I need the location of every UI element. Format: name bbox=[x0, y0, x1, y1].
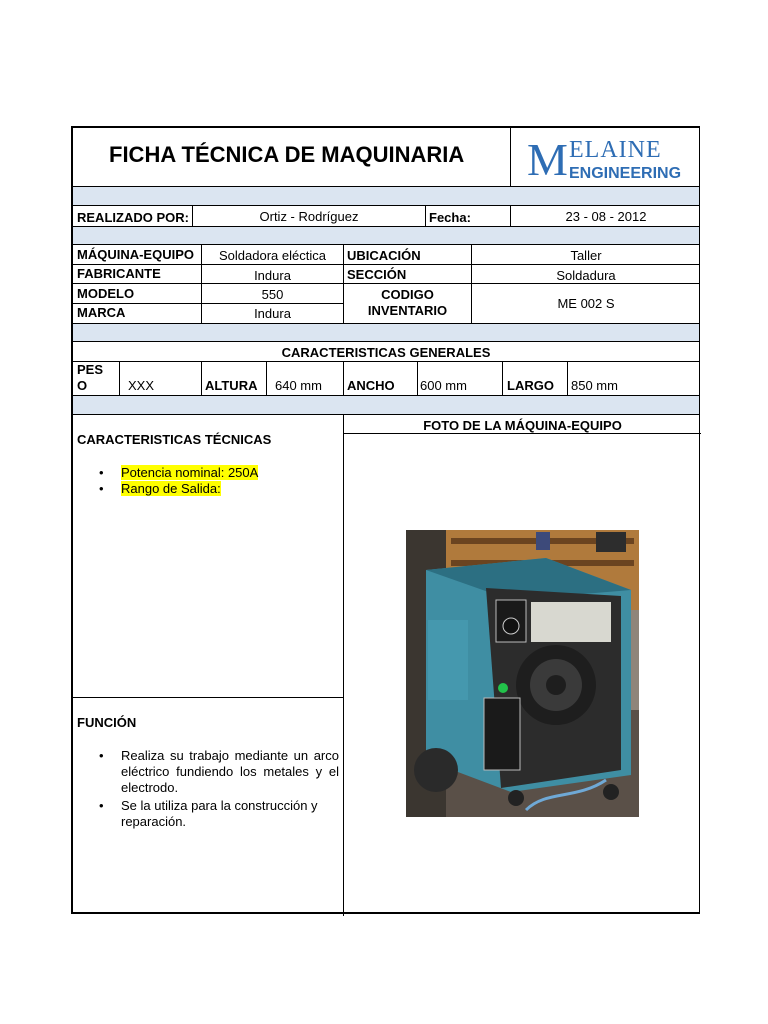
divider bbox=[343, 361, 344, 395]
page-title: FICHA TÉCNICA DE MAQUINARIA bbox=[109, 142, 465, 167]
divider bbox=[73, 303, 201, 304]
company-logo bbox=[525, 133, 693, 183]
largo-value: 850 mm bbox=[571, 378, 618, 393]
list-item bbox=[73, 465, 341, 481]
list-item bbox=[73, 798, 339, 830]
marca-value: Indura bbox=[254, 306, 291, 321]
realizado-value: Ortiz - Rodríguez bbox=[259, 209, 359, 224]
fecha-label: Fecha: bbox=[429, 210, 471, 225]
list-item bbox=[73, 481, 341, 497]
largo-label: LARGO bbox=[507, 378, 554, 393]
generales-heading: CARACTERISTICAS GENERALES bbox=[281, 345, 491, 360]
divider bbox=[425, 206, 426, 226]
separator-band bbox=[73, 395, 699, 415]
divider bbox=[73, 361, 699, 362]
realizado-label: REALIZADO POR: bbox=[77, 210, 189, 225]
separator-band bbox=[73, 323, 699, 342]
altura-value: 640 mm bbox=[275, 378, 322, 393]
svg-text:ELAINE: ELAINE bbox=[569, 137, 662, 163]
divider bbox=[119, 361, 120, 395]
ancho-value: 600 mm bbox=[420, 378, 467, 393]
divider bbox=[567, 361, 568, 395]
svg-text:M: M bbox=[527, 134, 568, 183]
tecnicas-list bbox=[73, 465, 341, 497]
technical-sheet bbox=[71, 126, 700, 914]
tecnicas-item: Potencia nominal: 250A bbox=[121, 465, 259, 480]
divider bbox=[201, 361, 202, 395]
funcion-heading: FUNCIÓN bbox=[77, 715, 137, 730]
separator-band bbox=[73, 186, 699, 206]
marca-label: MARCA bbox=[77, 305, 126, 320]
funcion-item: Se la utiliza para la construcción y reparación. bbox=[121, 798, 318, 829]
funcion-list bbox=[73, 748, 339, 830]
ubicacion-label: UBICACIÓN bbox=[347, 248, 421, 263]
codigo-value: ME 002 S bbox=[557, 296, 615, 311]
peso-value: XXX bbox=[128, 378, 155, 393]
machine-photo bbox=[406, 530, 639, 817]
altura-label: ALTURA bbox=[205, 378, 258, 393]
tecnicas-heading: CARACTERISTICAS TÉCNICAS bbox=[77, 432, 272, 447]
fecha-value: 23 - 08 - 2012 bbox=[565, 209, 647, 224]
seccion-value: Soldadura bbox=[556, 268, 616, 283]
divider bbox=[343, 433, 701, 434]
fabricante-value: Indura bbox=[254, 268, 291, 283]
seccion-label: SECCIÓN bbox=[347, 267, 407, 282]
codigo-label bbox=[344, 287, 471, 319]
maquina-label: MÁQUINA-EQUIPO bbox=[77, 247, 194, 262]
divider bbox=[502, 361, 503, 395]
fabricante-label: FABRICANTE bbox=[77, 266, 161, 281]
svg-text:ENGINEERING: ENGINEERING bbox=[569, 165, 682, 182]
peso-label-line2: O bbox=[77, 378, 88, 393]
divider bbox=[201, 303, 343, 304]
list-item bbox=[73, 748, 339, 796]
tecnicas-item: Rango de Salida: bbox=[121, 481, 221, 496]
peso-label-line1: PES bbox=[77, 362, 104, 377]
ancho-label: ANCHO bbox=[347, 378, 395, 393]
funcion-item: Realiza su trabajo mediante un arco eléctrico fundiendo los metales y el electrodo. bbox=[121, 748, 339, 795]
divider bbox=[266, 361, 267, 395]
divider bbox=[73, 697, 343, 698]
maquina-value: Soldadora eléctica bbox=[219, 248, 326, 263]
codigo-label-line2: INVENTARIO bbox=[367, 303, 448, 318]
divider bbox=[417, 361, 418, 395]
separator-band bbox=[73, 226, 699, 245]
divider bbox=[471, 283, 700, 284]
peso-label bbox=[77, 362, 103, 394]
modelo-value: 550 bbox=[261, 287, 284, 302]
ubicacion-value: Taller bbox=[570, 248, 602, 263]
divider bbox=[73, 264, 699, 265]
modelo-label: MODELO bbox=[77, 286, 135, 301]
divider bbox=[343, 283, 471, 284]
codigo-label-line1: CODIGO bbox=[381, 287, 434, 302]
divider bbox=[510, 128, 511, 186]
divider bbox=[343, 415, 344, 916]
foto-heading: FOTO DE LA MÁQUINA-EQUIPO bbox=[423, 418, 622, 433]
